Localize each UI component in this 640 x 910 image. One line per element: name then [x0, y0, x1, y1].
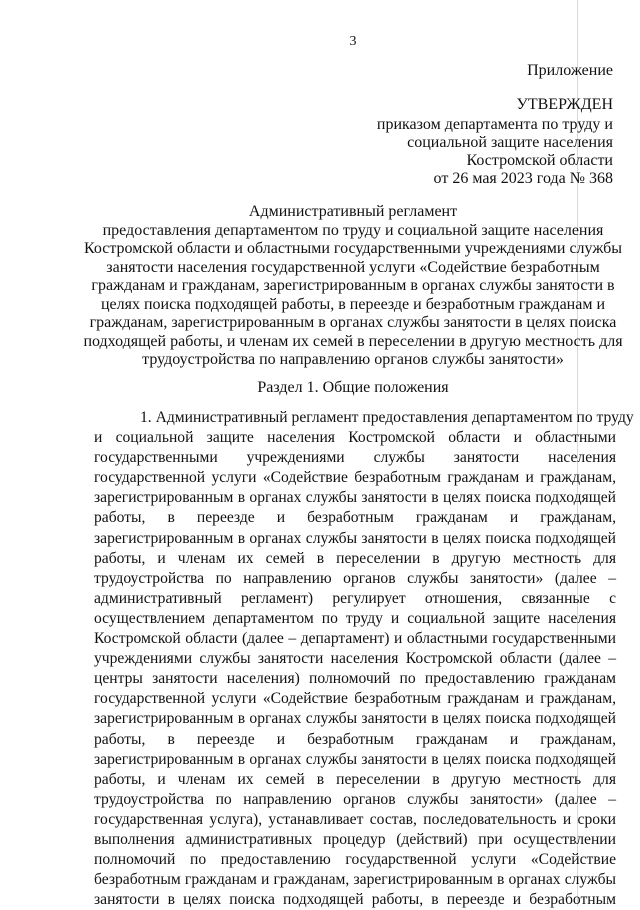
paragraph-line: Костромской области (далее – департамент) и областными государственными [94, 630, 616, 648]
paragraph-line: зарегистрированным в органах службы занятости в целях поиска подходящей [94, 710, 616, 728]
paragraph-line: 1. Административный регламент предоставления департаментом по труду [140, 409, 634, 426]
paragraph-line: административный регламент) регулирует отношения, связанные с [94, 589, 616, 607]
document-subtitle-line: Костромской области и областными государственными учреждениями службы [83, 240, 623, 257]
approval-date-line: от 26 мая 2023 года № 368 [433, 170, 613, 187]
paragraph-line: государственная услуга), устанавливает состав, последовательность и сроки [94, 810, 616, 828]
paragraph-line: работы, и членам их семей в переселении в другую местность для [94, 549, 616, 567]
approved-label: УТВЕРЖДЕН [516, 96, 613, 113]
paragraph-line: зарегистрированным в органах службы занятости в целях поиска подходящей [94, 750, 616, 768]
paragraph-line: работы, в переезде и безработным гражданам и гражданам, [94, 730, 616, 748]
paragraph-line: центры занятости населения) полномочий по предоставлению гражданам [94, 670, 616, 688]
paragraph-line: учреждениями службы занятости населения Костромской области (далее – [94, 650, 616, 668]
paragraph-line: полномочий по предоставлению государственной услуги «Содействие [94, 851, 616, 869]
document-subtitle-line: гражданам и гражданам, зарегистрированным в органах службы занятости в [91, 277, 615, 294]
paragraph-1 [94, 408, 634, 910]
paragraph-line: и социальной защите населения Костромской области и областными [94, 429, 616, 447]
paragraph-line: зарегистрированным в органах службы занятости в целях поиска подходящей [94, 529, 616, 547]
paragraph-line: государственной услуги «Содействие безработным гражданам и гражданам, [94, 469, 616, 487]
paragraph-line: государственной услуги «Содействие безработным гражданам и гражданам, [94, 690, 616, 708]
page-number: 3 [349, 34, 357, 49]
paragraph-line: работы, и членам их семей в переселении в другую местность для [94, 770, 616, 788]
paragraph-line: работы, в переезде и безработным гражданам и гражданам, [94, 509, 616, 527]
paragraph-line: занятости в целях поиска подходящей работы, в переезде и безработным [94, 891, 616, 909]
approval-line: приказом департамента по труду и [376, 116, 613, 133]
paragraph-line: трудоустройства по направлению органов службы занятости» (далее – [94, 569, 616, 587]
document-subtitle-line: трудоустройства по направлению органов службы занятости» [142, 351, 564, 368]
document-subtitle-line: подходящей работы, и членам их семей в переселении в другую местность для [83, 333, 623, 350]
paragraph-line: трудоустройства по направлению органов службы занятости» (далее – [94, 790, 616, 808]
document-subtitle-line: гражданам, зарегистрированным в органах службы занятости в целях поиска [89, 314, 617, 331]
paragraph-line: зарегистрированным в органах службы занятости в целях поиска подходящей [94, 489, 616, 507]
appendix-label: Приложение [527, 62, 613, 79]
paragraph-line: государственными учреждениями службы занятости населения [94, 449, 616, 467]
paragraph-line: осуществлением департаментом по труду и социальной защите населения [94, 609, 616, 627]
document-subtitle-line: занятости населения государственной услуги «Содействие безработным [106, 259, 600, 276]
section-heading: Раздел 1. Общие положения [257, 379, 449, 396]
paragraph-line: выполнения административных процедур (действий) при осуществлении [94, 830, 616, 848]
paragraph-line: безработным гражданам и гражданам, зарегистрированным в органах службы [94, 871, 616, 889]
document-title: Административный регламент [248, 203, 458, 220]
document-subtitle-line: целях поиска подходящей работы, в переезде и безработным гражданам и [100, 296, 606, 313]
approval-line: социальной защите населения [407, 134, 613, 151]
document-subtitle-line: предоставления департаментом по труду и социальной защите населения [102, 222, 604, 239]
approval-line: Костромской области [466, 152, 613, 169]
